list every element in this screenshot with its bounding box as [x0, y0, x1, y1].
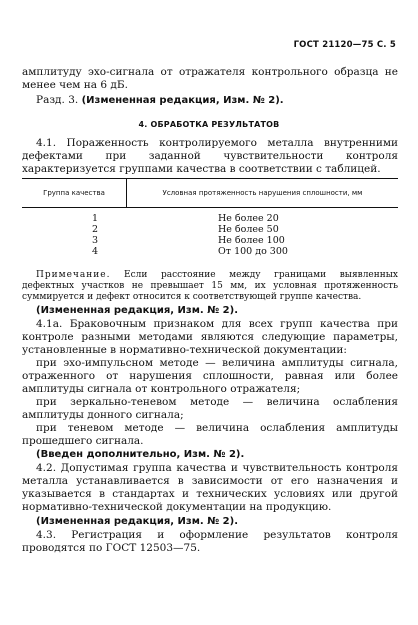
amendment-text: (Введен дополнительно, Изм. № 2). [36, 449, 245, 460]
table-header-length: Условная протяженность нарушения сплошности, мм [162, 189, 363, 197]
intro-text: амплитуду эхо-сигнала от отражателя контрольного образца не менее чем на 6 дБ. [22, 66, 398, 91]
table-cell-value: От 100 до 300 [218, 246, 288, 257]
amendment-note-2 [22, 448, 398, 461]
intro-amendment [22, 94, 398, 107]
table-body [22, 208, 398, 257]
table-header-group: Группа качества [22, 179, 127, 207]
table-values-column [168, 213, 398, 257]
table-cell-value: Не более 100 [218, 235, 285, 246]
table-cell-group: 4 [91, 246, 99, 257]
table-cell-group: 2 [91, 224, 99, 235]
paragraph-4-3: 4.3. Регистрация и оформление результатов контроля проводятся по ГОСТ 12503—75. [22, 529, 398, 554]
table-cell-value: Не более 20 [218, 213, 279, 224]
paragraph-mirror: при зеркально-теневом методе — величина ослабления амплитуды донного сигнала; [22, 396, 398, 421]
amendment-text: (Измененная редакция, Изм. № 2). [36, 516, 239, 527]
table-cell-group: 3 [91, 235, 99, 246]
quality-table [22, 178, 398, 257]
intro-section-ref: Разд. 3. [36, 94, 79, 106]
table-note [22, 270, 398, 303]
table-groups-column [22, 213, 168, 257]
paragraph-echo: при эхо-импульсном методе — величина амплитуды сигнала, отраженного от нарушения сплошности, равная или более амплитуды сигнала от контрольного отражателя; [22, 357, 398, 395]
paragraph-4-1: 4.1. Пораженность контролируемого металла внутренними дефектами при заданной чувствительности контроля характеризуется группами качества в соответствии с таблицей. [22, 137, 398, 175]
paragraph-4-1a: 4.1а. Браковочным признаком для всех групп качества при контроле разными методами являются следующие параметры, установленные в нормативно-технической документации: [22, 318, 398, 356]
amendment-note-1 [22, 304, 398, 317]
paragraph-4-2: 4.2. Допустимая группа качества и чувствительность контроля металла устанавливается в зависимости от его назначения и указывается в стандартах и технических условиях или другой нормативно-технической документации на продукцию. [22, 462, 398, 513]
paragraph-shadow: при теневом методе — величина ослабления амплитуды прошедшего сигнала. [22, 422, 398, 447]
amendment-note-3 [22, 515, 398, 528]
table-header [22, 179, 398, 207]
amendment-text: (Измененная редакция, Изм. № 2). [36, 305, 239, 316]
intro-amendment-note: (Измененная редакция, Изм. № 2). [81, 95, 284, 106]
note-text: Если расстояние между границами выявленных дефектных участков не превышает 15 мм, их условная протяженность суммируется и дефект относится к соответствующей группе качества. [22, 270, 398, 302]
table-cell-value: Не более 50 [218, 224, 279, 235]
intro-paragraph [22, 66, 398, 92]
section-title: 4. ОБРАБОТКА РЕЗУЛЬТАТОВ [138, 120, 280, 129]
table-cell-group: 1 [91, 213, 99, 224]
page-header: ГОСТ 21120—75 С. 5 [293, 40, 396, 50]
note-label: Примечание. [36, 270, 111, 280]
